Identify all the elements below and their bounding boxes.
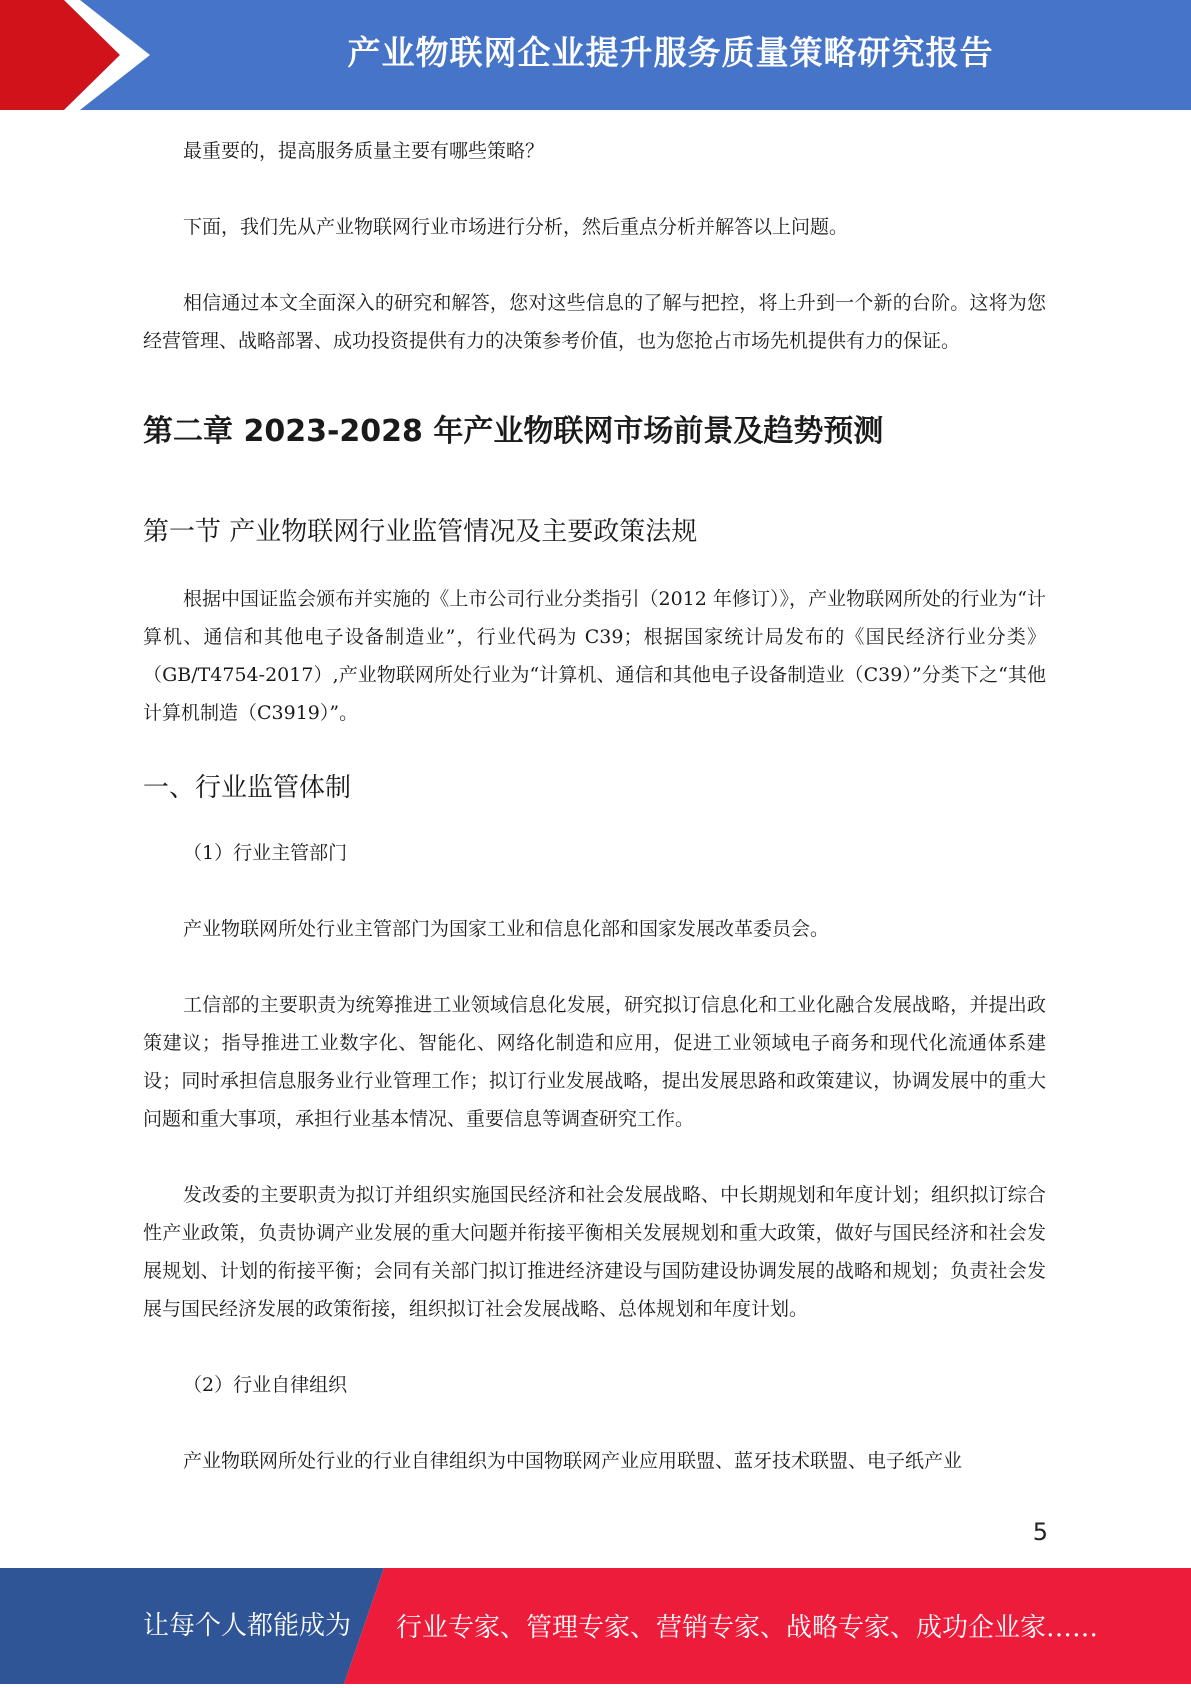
- subsection-heading: 一、行业监管体制: [143, 773, 352, 803]
- section-heading: 第一节 产业物联网行业监管情况及主要政策法规: [143, 517, 698, 547]
- paragraph: 根据中国证监会颁布并实施的《上市公司行业分类指引（2012 年修订）》，产业物联网所处的行业为“计算机、通信和其他电子设备制造业”，行业代码为 C39；根据国家统计局发布的《国民经济行业分类》（GB/T4754-2017）,产业物联网所处行业为“计算机、通信和其他电子设备制造业（C39）”分类下之“其他计算机制造（C3919）”。: [143, 588, 1046, 724]
- red-chevron-decoration: [0, 0, 160, 110]
- report-title: 产业物联网企业提升服务质量策略研究报告: [347, 33, 994, 72]
- paragraph: 最重要的，提高服务质量主要有哪些策略？: [183, 140, 545, 162]
- footer-slogan-right: 行业专家、管理专家、营销专家、战略专家、成功企业家……: [396, 1613, 1099, 1643]
- paragraph: 下面，我们先从产业物联网行业市场进行分析，然后重点分析并解答以上问题。: [183, 216, 849, 238]
- list-item-heading: （2）行业自律组织: [183, 1374, 348, 1396]
- list-item-heading: （1）行业主管部门: [183, 842, 348, 864]
- paragraph: 产业物联网所处行业主管部门为国家工业和信息化部和国家发展改革委员会。: [183, 918, 830, 940]
- paragraph: 产业物联网所处行业的行业自律组织为中国物联网产业应用联盟、蓝牙技术联盟、电子纸产业: [183, 1450, 963, 1472]
- page-number: 5: [1032, 1518, 1048, 1546]
- paragraph: 工信部的主要职责为统筹推进工业领域信息化发展，研究拟订信息化和工业化融合发展战略，并提出政策建议；指导推进工业数字化、智能化、网络化制造和应用，促进工业领域电子商务和现代化流通体系建设；同时承担信息服务业行业管理工作；拟订行业发展战略，提出发展思路和政策建议，协调发展中的重大问题和重大事项，承担行业基本情况、重要信息等调查研究工作。: [143, 994, 1046, 1130]
- page-body: [143, 132, 1046, 1480]
- paragraph: 相信通过本文全面深入的研究和解答，您对这些信息的了解与把控，将上升到一个新的台阶。这将为您经营管理、战略部署、成功投资提供有力的决策参考价值，也为您抢占市场先机提供有力的保证。: [143, 292, 1046, 352]
- footer-slogan-left: 让每个人都能成为: [143, 1611, 352, 1641]
- chapter-heading: 第二章 2023-2028 年产业物联网市场前景及趋势预测: [143, 414, 884, 449]
- paragraph: 发改委的主要职责为拟订并组织实施国民经济和社会发展战略、中长期规划和年度计划；组织拟订综合性产业政策，负责协调产业发展的重大问题并衔接平衡相关发展规划和重大政策，做好与国民经济和社会发展规划、计划的衔接平衡；会同有关部门拟订推进经济建设与国防建设协调发展的战略和规划；负责社会发展与国民经济发展的政策衔接，组织拟订社会发展战略、总体规划和年度计划。: [143, 1184, 1046, 1320]
- page-header: [0, 0, 1191, 110]
- page-footer: [0, 1568, 1191, 1684]
